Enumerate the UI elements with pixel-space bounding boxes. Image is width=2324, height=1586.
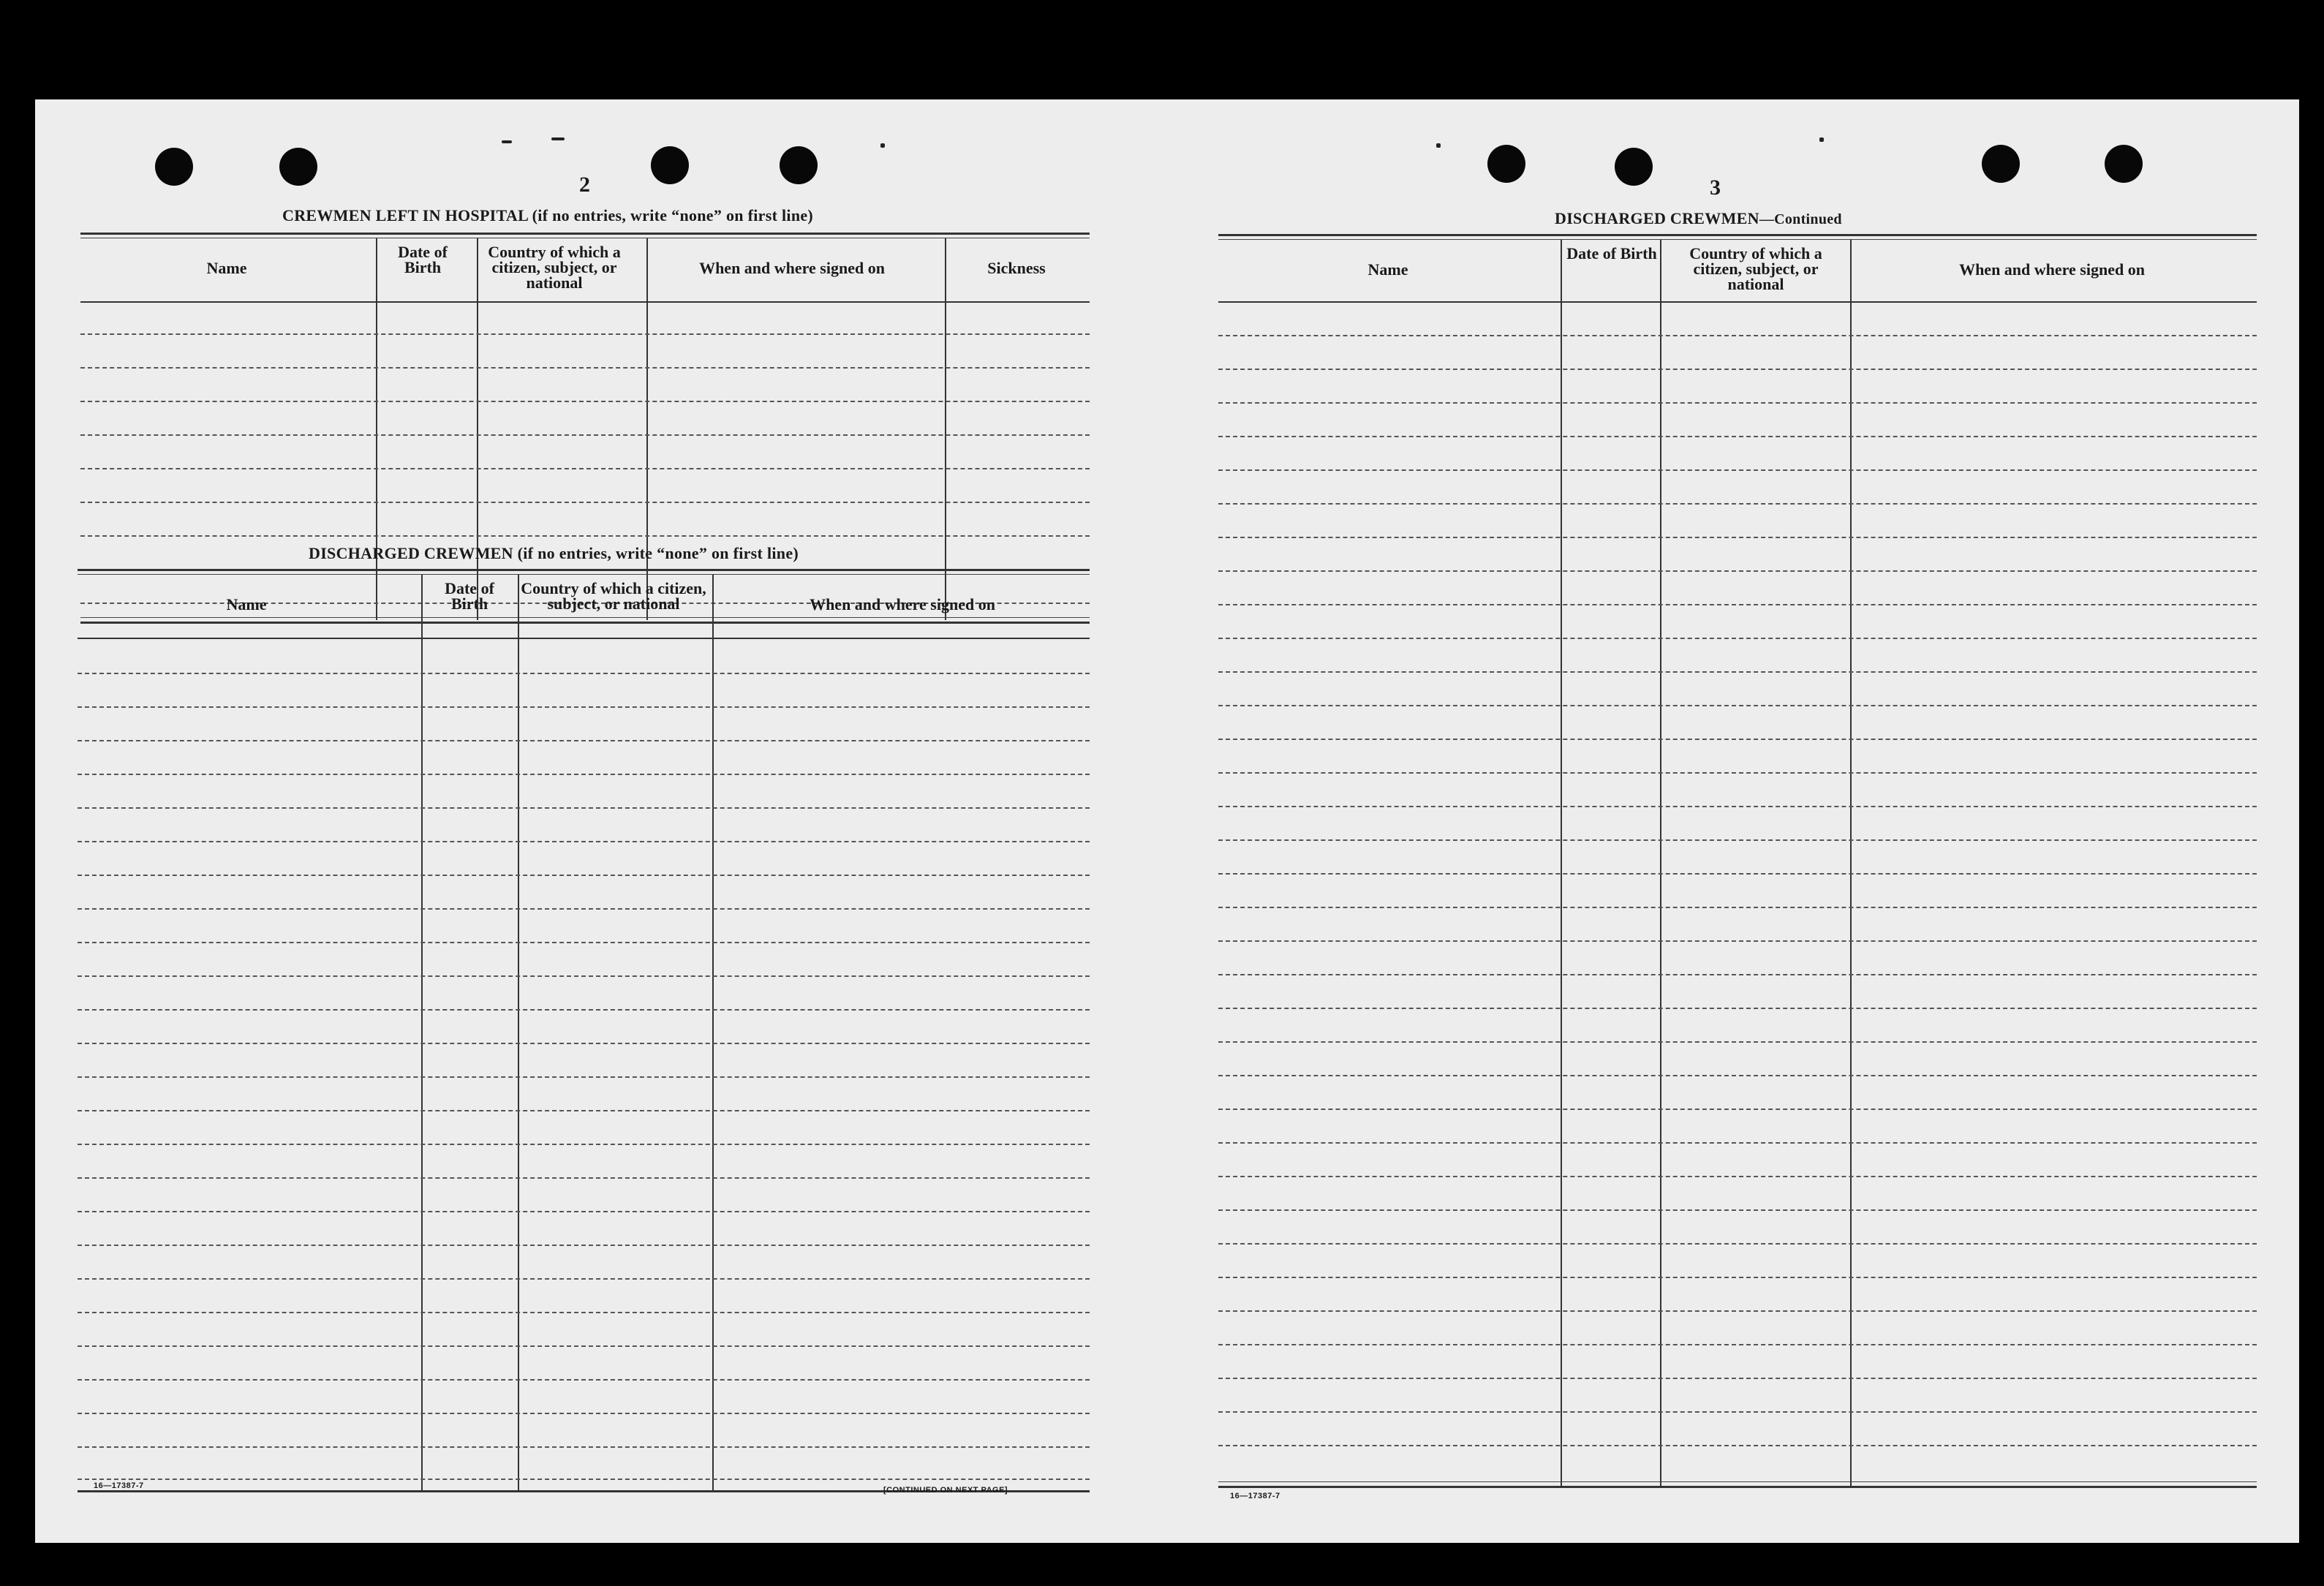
scan-speck <box>502 140 512 143</box>
entry-line <box>1218 469 2257 471</box>
entry-line <box>78 1076 1090 1078</box>
col-header-name: Name <box>226 595 267 613</box>
entry-line <box>78 1211 1090 1212</box>
entry-line <box>1218 739 2257 740</box>
column-divider <box>712 575 714 1490</box>
continued-label: —Continued <box>1759 211 1842 227</box>
section-title <box>309 544 799 563</box>
col-header-signed-on: When and where signed on <box>810 595 995 613</box>
scan-speck <box>551 137 565 140</box>
punch-hole <box>1487 145 1525 183</box>
entry-line <box>1218 604 2257 605</box>
top-rule-thin <box>1218 239 2257 240</box>
entry-line <box>1218 1142 2257 1144</box>
punch-hole <box>1982 145 2020 183</box>
entry-line <box>78 841 1090 842</box>
entry-line <box>78 975 1090 977</box>
entry-line <box>1218 1243 2257 1245</box>
entry-line <box>78 1379 1090 1381</box>
section-title <box>1555 209 1842 228</box>
top-rule-thin <box>78 574 1090 575</box>
entry-line <box>1218 1176 2257 1177</box>
entry-line <box>1218 1041 2257 1043</box>
entry-line <box>80 502 1090 503</box>
entry-line <box>1218 503 2257 505</box>
col-header-name: Name <box>1367 260 1408 279</box>
entry-line <box>1218 1075 2257 1076</box>
entry-line <box>1218 369 2257 370</box>
col-header-dob: Date of Birth <box>398 243 448 276</box>
col-header-country: Country of which a citizen, subject, or national <box>521 579 706 613</box>
entry-line <box>1218 1277 2257 1278</box>
col-header-country: Country of which a citizen, subject, or national <box>488 243 621 292</box>
entry-line <box>78 774 1090 775</box>
entry-line <box>78 1009 1090 1011</box>
col-header-signed-on: When and where signed on <box>699 259 885 277</box>
col-header-dob: Date of Birth <box>445 579 494 613</box>
entry-line <box>80 401 1090 402</box>
entry-line <box>1218 1344 2257 1345</box>
column-divider <box>1660 240 1661 1486</box>
entry-line <box>78 1177 1090 1179</box>
entry-line <box>78 1345 1090 1347</box>
entry-line <box>80 367 1090 369</box>
entry-line <box>78 942 1090 943</box>
entry-line <box>1218 570 2257 572</box>
entry-line <box>1218 671 2257 673</box>
bottom-rule <box>1218 1486 2257 1488</box>
entry-line <box>78 706 1090 708</box>
entry-line <box>78 1245 1090 1246</box>
entry-line <box>1218 402 2257 404</box>
entry-line <box>78 673 1090 674</box>
entry-line <box>80 333 1090 335</box>
entry-line <box>78 1413 1090 1414</box>
discharged-table-left <box>78 569 1090 1492</box>
entry-line <box>1218 806 2257 807</box>
top-rule <box>1218 234 2257 236</box>
entry-line <box>78 1446 1090 1448</box>
scan-speck <box>1819 137 1824 142</box>
entry-line <box>1218 1209 2257 1211</box>
column-divider <box>421 575 423 1490</box>
entry-line <box>1218 537 2257 538</box>
continued-note: [CONTINUED ON NEXT PAGE] <box>883 1486 1008 1495</box>
entry-line <box>78 1479 1090 1480</box>
punch-hole <box>155 148 193 186</box>
entry-line <box>1218 638 2257 639</box>
entry-line <box>1218 1310 2257 1312</box>
section-title <box>282 206 813 225</box>
entry-line <box>1218 436 2257 437</box>
entry-line <box>80 468 1090 469</box>
punch-hole <box>2105 145 2143 183</box>
entry-line <box>78 740 1090 741</box>
header-rule <box>1218 301 2257 303</box>
page-number: 3 <box>1710 175 1721 200</box>
entry-line <box>1218 940 2257 942</box>
bottom-rule <box>1218 1481 2257 1482</box>
entry-line <box>1218 772 2257 774</box>
section-note: (if no entries, write “none” on first line) <box>517 544 799 562</box>
entry-line <box>1218 974 2257 975</box>
col-header-country: Country of which a citizen, subject, or national <box>1689 244 1822 293</box>
top-rule <box>78 569 1090 571</box>
entry-line <box>78 807 1090 809</box>
entry-line <box>1218 1411 2257 1413</box>
entry-line <box>78 908 1090 910</box>
entry-line <box>1218 335 2257 336</box>
form-number: 16—17387-7 <box>94 1481 144 1490</box>
punch-hole <box>780 146 818 184</box>
section-title-text: DISCHARGED CREWMEN <box>1555 209 1759 227</box>
entry-line <box>1218 1109 2257 1110</box>
top-rule <box>80 233 1090 235</box>
column-divider <box>518 575 519 1490</box>
section-note: (if no entries, write “none” on first line) <box>532 206 814 224</box>
punch-hole <box>279 148 317 186</box>
punch-hole <box>1615 148 1653 186</box>
entry-line <box>1218 839 2257 841</box>
entry-line <box>1218 1008 2257 1009</box>
page-number: 2 <box>579 173 590 197</box>
section-title-text: DISCHARGED CREWMEN <box>309 544 513 562</box>
entry-line <box>78 1278 1090 1280</box>
entry-line <box>1218 1378 2257 1379</box>
column-divider <box>1561 240 1562 1486</box>
col-header-name: Name <box>206 259 247 277</box>
form-number: 16—17387-7 <box>1230 1492 1280 1500</box>
col-header-dob: Date of Birth <box>1566 244 1657 263</box>
entry-line <box>78 1144 1090 1145</box>
entry-line <box>80 434 1090 436</box>
entry-line <box>1218 907 2257 908</box>
entry-line <box>1218 705 2257 706</box>
header-rule <box>80 301 1090 303</box>
col-header-sickness: Sickness <box>987 259 1046 277</box>
column-divider <box>945 238 946 620</box>
entry-line <box>78 1110 1090 1111</box>
entry-line <box>78 1043 1090 1044</box>
punch-hole <box>651 146 689 184</box>
scan-speck <box>1436 143 1441 148</box>
section-title-text: CREWMEN LEFT IN HOSPITAL <box>282 206 528 224</box>
entry-line <box>1218 1445 2257 1446</box>
entry-line <box>78 875 1090 876</box>
entry-line <box>80 535 1090 537</box>
column-divider <box>1850 240 1852 1486</box>
discharged-table-right <box>1218 234 2257 1487</box>
scan-speck <box>880 143 885 148</box>
form-sheet <box>35 99 2299 1543</box>
header-rule <box>78 638 1090 639</box>
entry-line <box>78 1312 1090 1313</box>
col-header-signed-on: When and where signed on <box>1959 260 2145 279</box>
entry-line <box>1218 873 2257 875</box>
